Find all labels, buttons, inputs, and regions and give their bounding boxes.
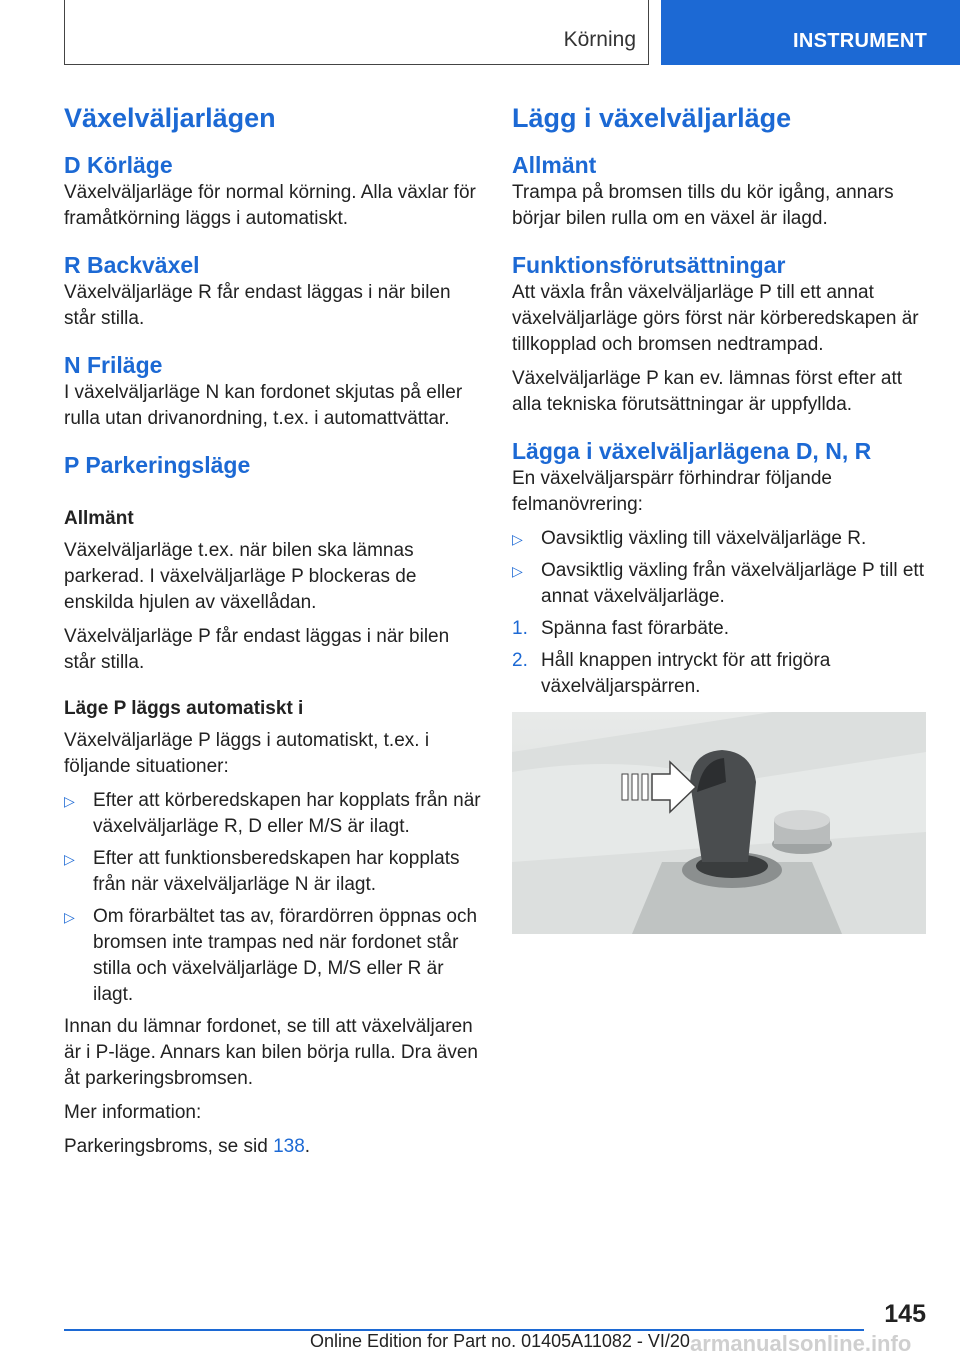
section-tab[interactable]	[661, 0, 960, 65]
page-number: 145	[884, 1300, 926, 1328]
p-general-text1: Växelväljarläge t.ex. när bilen ska lämnas parkerad. I växelväljarläge P blockeras de enskilda hjulen av växellådan.	[64, 540, 417, 613]
ref-line: Parkeringsbroms, se sid 138.	[64, 1136, 311, 1157]
n-heading: N Friläge	[64, 352, 163, 378]
triangle-bullet-icon: ▷	[64, 909, 75, 925]
page-ref-link[interactable]: 138	[273, 1136, 305, 1157]
r-text: Växelväljarläge R får endast läggas i när bilen står stilla.	[64, 282, 451, 329]
triangle-bullet-icon: ▷	[64, 851, 75, 867]
more-info: Mer information:	[64, 1102, 202, 1123]
gear-selector-illustration	[512, 712, 926, 934]
auto-text: Växelväljarläge P läggs i automatiskt, t.ex. i följande situationer:	[64, 730, 430, 777]
auto-list	[64, 788, 484, 1008]
cond-heading: Funktionsförutsättningar	[512, 252, 786, 278]
p-heading: P Parkeringsläge	[64, 452, 251, 478]
right-general-text: Trampa på bromsen tills du kör igång, annars börjar bilen rulla om en växel är ilagd.	[512, 182, 894, 229]
d-heading: D Körläge	[64, 152, 173, 178]
r-heading: R Backväxel	[64, 252, 200, 278]
steps-list	[512, 616, 932, 700]
triangle-bullet-icon: ▷	[512, 563, 523, 579]
edition-text: Online Edition for Part no. 01405A11082 - VI/20	[310, 1331, 690, 1351]
auto-heading: Läge P läggs automatiskt i	[64, 698, 304, 719]
triangle-bullet-icon: ▷	[64, 793, 75, 809]
watermark: armanualsonline.info	[690, 1331, 912, 1356]
dnr-bullets	[512, 526, 932, 610]
triangle-bullet-icon: ▷	[512, 531, 523, 547]
gear-selector-drawing	[512, 712, 926, 934]
right-title: Lägg i växelväljarläge	[512, 103, 792, 133]
leave-text: Innan du lämnar fordonet, se till att växelväljaren är i P-läge. Annars kan bilen börja rulla. Dra även åt parkeringsbromsen.	[64, 1016, 479, 1089]
section-label: Körning	[563, 28, 636, 51]
page-title: Växelväljarlägen	[64, 103, 276, 133]
dnr-heading: Lägga i växelväljarlägena D, N, R	[512, 438, 872, 464]
step-item: 2. Håll knappen intryckt för att frigöra växelväljarspärren.	[512, 650, 831, 697]
dnr-text: En växelväljarspärr förhindrar följande felmanövrering:	[512, 468, 832, 515]
n-text: I växelväljarläge N kan fordonet skjutas på eller rulla utan drivanordning, t.ex. i automattvättar.	[64, 382, 463, 429]
p-general-text2: Växelväljarläge P får endast läggas i när bilen står stilla.	[64, 626, 450, 673]
list-item: ▷ Efter att funktionsberedskapen har kopplats från när växelväljarläge N är ilagt.	[64, 848, 460, 895]
left-column	[64, 100, 484, 1168]
right-general-heading: Allmänt	[512, 152, 597, 178]
list-item: ▷ Om förarbältet tas av, förardörren öppnas och bromsen inte trampas ned när fordonet står stilla och växelväljarläge D, M/S eller R är ilagt.	[64, 906, 478, 1005]
list-item: ▷ Oavsiktlig växling från växelväljarläge P till ett annat växelväljarläge.	[512, 560, 924, 607]
section-tab-label: INSTRUMENT	[793, 30, 928, 52]
right-column	[512, 100, 932, 934]
list-item: ▷ Oavsiktlig växling till växelväljarläge R.	[512, 526, 932, 552]
cond-text2: Växelväljarläge P kan ev. lämnas först efter att alla tekniska förutsättningar är uppfyllda.	[512, 368, 903, 415]
cond-text1: Att växla från växelväljarläge P till ett annat växelväljarläge görs först när körberedskapen är tillkopplad och bromsen nedtrampad.	[512, 282, 919, 355]
list-item: ▷ Efter att körberedskapen har kopplats från när växelväljarläge R, D eller M/S är ilagt.	[64, 790, 481, 837]
d-text: Växelväljarläge för normal körning. Alla växlar för framåtkörning läggs i automatiskt.	[64, 182, 476, 229]
header-frame	[64, 0, 649, 65]
step-item: 1. Spänna fast förarbäte.	[512, 618, 730, 639]
p-general-heading: Allmänt	[64, 508, 134, 529]
